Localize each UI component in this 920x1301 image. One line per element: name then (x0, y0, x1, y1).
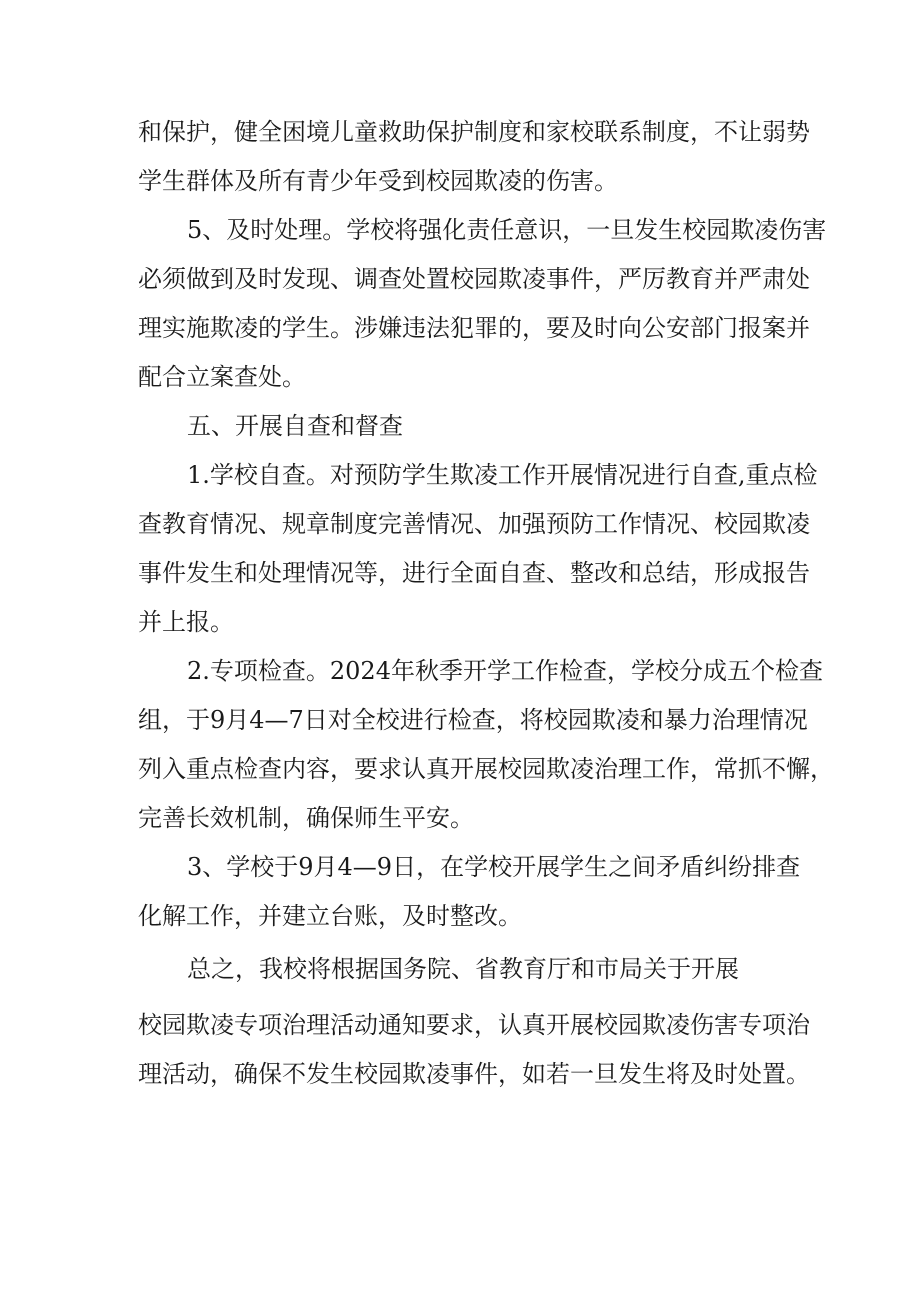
text-line-8: 1.学校自查。对预防学生欺凌工作开展情况进行自查,重点检 (187, 461, 818, 489)
text-line-1: 和保护，健全困境儿童救助保护制度和家校联系制度，不让弱势 (138, 118, 810, 146)
text-line-16: 3、学校于9月4—9日，在学校开展学生之间矛盾纠纷排查 (187, 853, 801, 881)
text-line-14: 列入重点检查内容，要求认真开展校园欺凌治理工作，常抓不懈， (138, 755, 834, 783)
text-line-10: 事件发生和处理情况等，进行全面自查、整改和总结，形成报告 (138, 559, 810, 587)
text-line-2: 学生群体及所有青少年受到校园欺凌的伤害。 (138, 167, 618, 195)
text-line-19: 校园欺凌专项治理活动通知要求，认真开展校园欺凌伤害专项治 (138, 1011, 810, 1039)
text-line-17: 化解工作，并建立台账，及时整改。 (138, 902, 522, 930)
text-line-3: 5、及时处理。学校将强化责任意识，一旦发生校园欺凌伤害 (187, 216, 827, 244)
text-line-5: 理实施欺凌的学生。涉嫌违法犯罪的，要及时向公安部门报案并 (138, 314, 810, 342)
text-line-9: 查教育情况、规章制度完善情况、加强预防工作情况、校园欺凌 (138, 510, 810, 538)
text-line-4: 必须做到及时发现、调查处置校园欺凌事件，严厉教育并严肃处 (138, 265, 810, 293)
text-line-13: 组，于9月4—7日对全校进行检查，将校园欺凌和暴力治理情况 (138, 706, 808, 734)
text-line-6: 配合立案查处。 (138, 363, 306, 391)
text-line-20: 理活动，确保不发生校园欺凌事件，如若一旦发生将及时处置。 (138, 1060, 810, 1088)
text-line-18: 总之，我校将根据国务院、省教育厅和市局关于开展 (187, 955, 739, 983)
text-line-12: 2.专项检查。2024年秋季开学工作检查，学校分成五个检查 (187, 657, 823, 685)
section-heading: 五、开展自查和督查 (187, 412, 403, 440)
text-line-15: 完善长效机制，确保师生平安。 (138, 804, 474, 832)
text-line-11: 并上报。 (138, 608, 234, 636)
